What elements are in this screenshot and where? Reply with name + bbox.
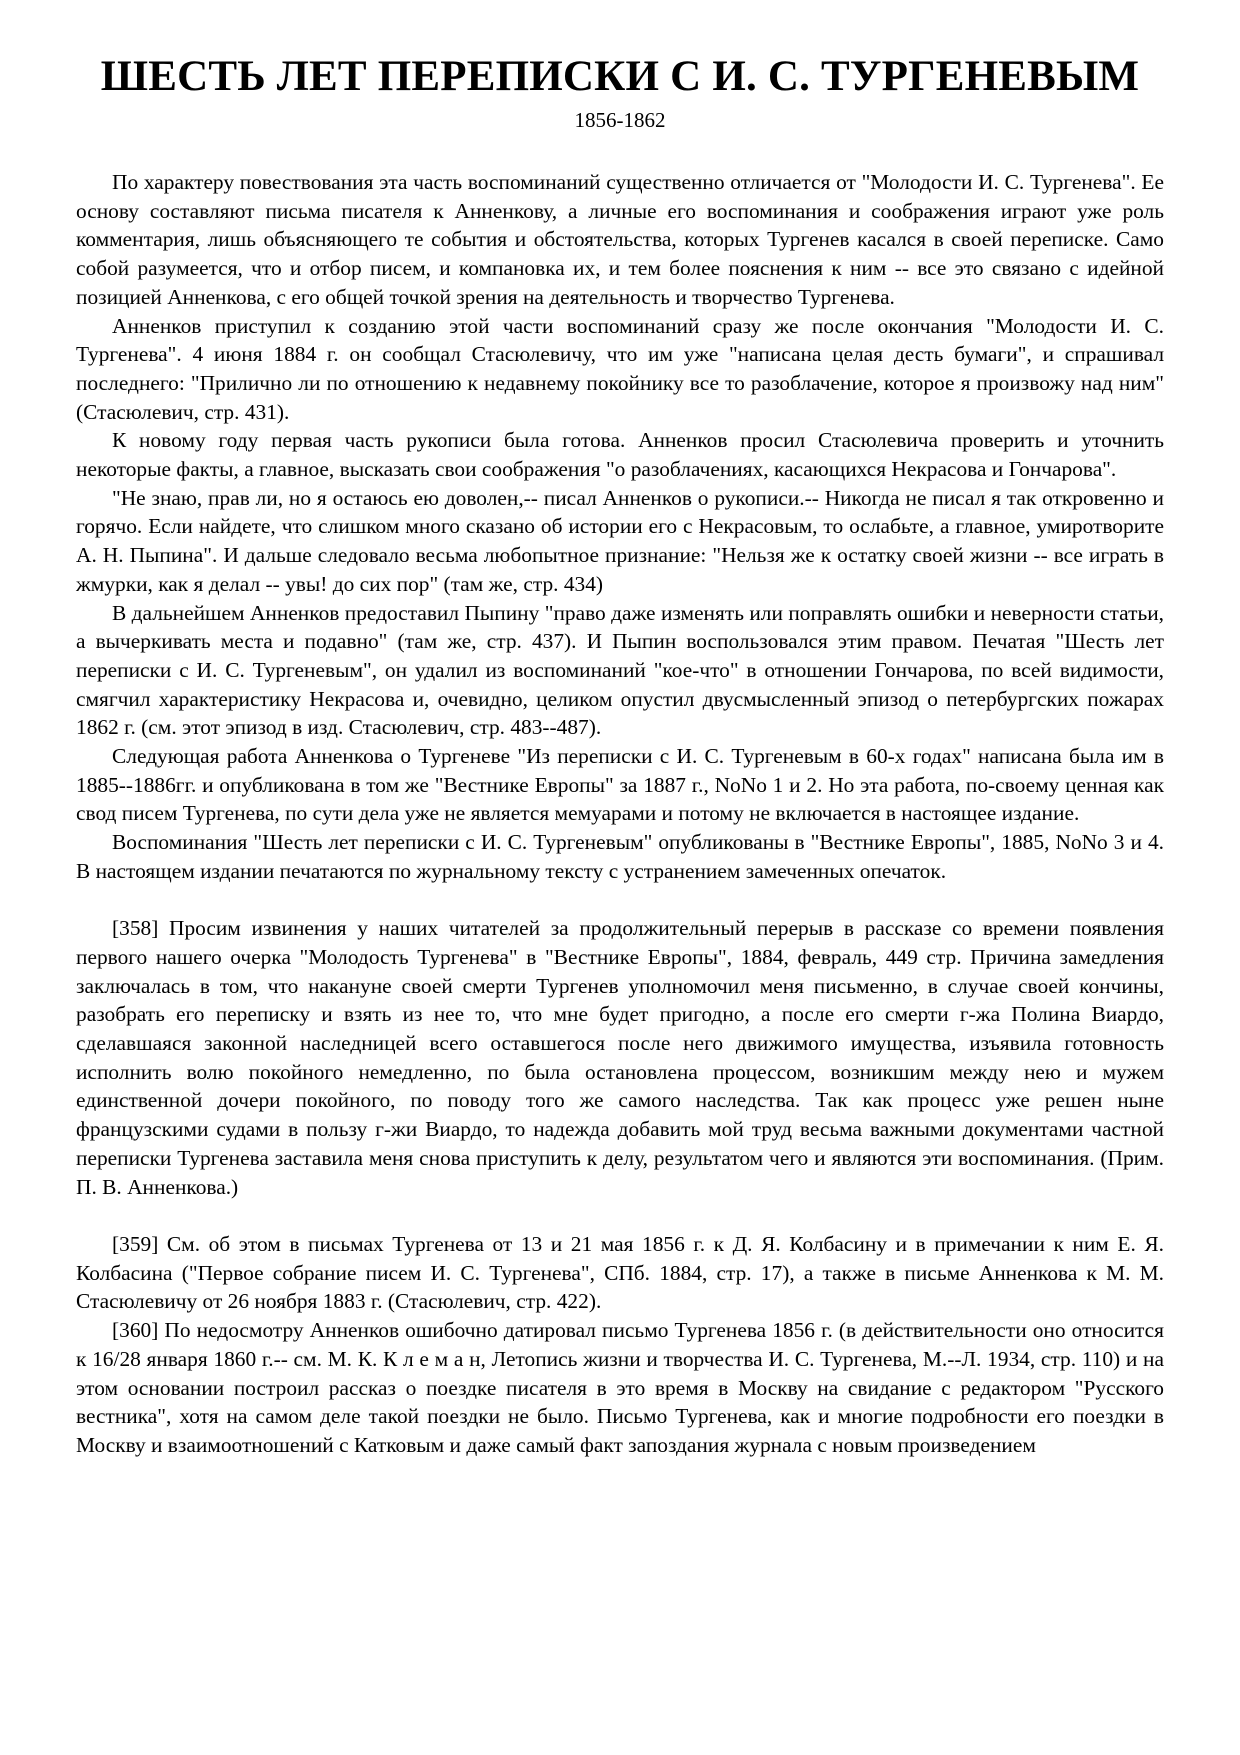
intro-paragraph: К новому году первая часть рукописи была готова. Анненков просил Стасюлевича проверить и уточнить некоторые факты, а главное, высказать свои соображения "о разоблачениях, касающихся Некрасова и Гончарова". [76, 428, 1164, 482]
intro-paragraph: Воспоминания "Шесть лет переписки с И. С. Тургеневым" опубликованы в "Вестнике Европы", 1885, NoNo 3 и 4. В настоящем издании печатаются по журнальному тексту с устранением замеченных опечаток. [76, 830, 1164, 883]
footnote-360: [360] По недосмотру Анненков ошибочно датировал письмо Тургенева 1856 г. (в действительности оно относится к 16/28 января 1860 г.-- см. М. К. К л е м а н, Летопись жизни и творчества И. С. Тургенева, М.--Л. 1934, стр. 110) и на этом основании построил рассказ о поездке писателя в это время в Москву на свидание с редактором "Русского вестника", хотя на самом деле такой поездки не было. Письмо Тургенева, как и многие подробности его поездки в Москву и взаимоотношений с Катковым и даже самый факт запоздания журнала с новым произведением [76, 1318, 1164, 1457]
intro-paragraph: Следующая работа Анненкова о Тургеневе "Из переписки с И. С. Тургеневым в 60-х годах" написана была им в 1885--1886гг. и опубликована в том же "Вестнике Европы" за 1887 г., NoNo 1 и 2. Но эта работа, по-своему ценная как свод писем Тургенева, по сути дела уже не является мемуарами и потому не включается в настоящее издание. [76, 744, 1164, 826]
footnote-359: [359] См. об этом в письмах Тургенева от 13 и 21 мая 1856 г. к Д. Я. Колбасину и в примечании к ним Е. Я. Колбасина ("Первое собрание писем И. С. Тургенева", СПб. 1884, стр. 17), а также в письме Анненкова к М. М. Стасюлевичу от 26 ноября 1883 г. (Стасюлевич, стр. 422). [76, 1231, 1164, 1314]
document-page [76, 48, 1164, 1460]
intro-paragraph: В дальнейшем Анненков предоставил Пыпину "право даже изменять или поправлять ошибки и неверности статьи, а вычеркивать места и подавно" (там же, стр. 437). И Пыпин воспользовался этим правом. Печатая "Шесть лет переписки с И. С. Тургеневым", он удалил из воспоминаний "кое-что" в отношении Гончарова, по всей видимости, смягчил характеристику Некрасова и, очевидно, целиком опустил двусмысленный эпизод о петербургских пожарах 1862 г. (см. этот эпизод в изд. Стасюлевич, стр. 483--487). [76, 600, 1164, 740]
document-years: 1856-1862 [574, 108, 666, 132]
section-divider [76, 886, 1164, 915]
document-title: ШЕСТЬ ЛЕТ ПЕРЕПИСКИ С И. С. ТУРГЕНЕВЫМ [100, 53, 1140, 100]
intro-paragraph: "Не знаю, прав ли, но я остаюсь ею доволен,-- писал Анненков о рукописи.-- Никогда не писал я так откровенно и горячо. Если найдете, что слишком много сказано об истории его с Некрасовым, то ослабьте, а главное, умиротворите А. Н. Пыпина". И дальше следовало весьма любопытное признание: "Нельзя же к остатку своей жизни -- все играть в жмурки, как я делал -- увы! до сих пор" (там же, стр. 434) [76, 485, 1164, 596]
section-divider [76, 1201, 1164, 1230]
footnote-358: [358] Просим извинения у наших читателей за продолжительный перерыв в рассказе со времени появления первого нашего очерка "Молодость Тургенева" в "Вестнике Европы", 1884, февраль, 449 стр. Причина замедления заключалась в том, что накануне своей смерти Тургенев уполномочил меня письменно, в случае своей кончины, разобрать его переписку и взять из нее то, что мне будет пригодно, а после его смерти г-жа Полина Виардо, сделавшаяся законной наследницей всего оставшегося после него движимого имущества, изъявила готовность исполнить волю покойного немедленно, по была остановлена процессом, возникшим между нею и мужем единственной дочери покойного, по поводу того же самого наследства. Так как процесс уже решен ныне французскими судами в пользу г-жи Виардо, то надежда добавить мой труд весьма важными документами частной переписки Тургенева заставила меня снова приступить к делу, результатом чего и являются эти воспоминания. (Прим. П. В. Анненкова.) [76, 916, 1164, 1199]
intro-paragraph: Анненков приступил к созданию этой части воспоминаний сразу же после окончания "Молодости И. С. Тургенева". 4 июня 1884 г. он сообщал Стасюлевичу, что им уже "написана целая десть бумаги", и спрашивал последнего: "Прилично ли по отношению к недавнему покойнику все то разоблачение, которое я произвожу над ним" (Стасюлевич, стр. 431). [76, 313, 1164, 424]
document-body [76, 168, 1164, 1460]
intro-paragraph: По характеру повествования эта часть воспоминаний существенно отличается от "Молодости И. С. Тургенева". Ее основу составляют письма писателя к Анненкову, а личные его воспоминания и соображения играют уже роль комментария, лишь объясняющего те события и обстоятельства, которых Тургенев касался в своей переписке. Само собой разумеется, что и отбор писем, и компановка их, и тем более пояснения к ним -- все это связано с идейной позицией Анненкова, с его общей точкой зрения на деятельность и творчество Тургенева. [76, 170, 1164, 309]
